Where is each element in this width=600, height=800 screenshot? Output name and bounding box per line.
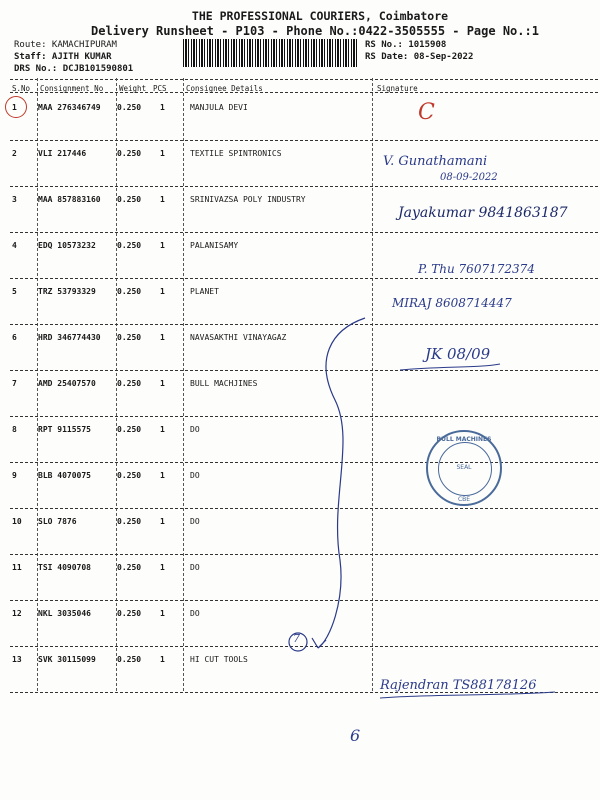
row-pcs: 1 (160, 103, 165, 112)
row-pcs: 1 (160, 471, 165, 480)
row-sno: 11 (12, 563, 22, 572)
row-weight: 0.250 (117, 655, 142, 664)
row-sno: 9 (12, 471, 17, 480)
row-pcs: 1 (160, 379, 165, 388)
stamp-bottom-text: CBE (457, 496, 471, 503)
row-consignee: DO (190, 425, 200, 434)
company-stamp (426, 430, 502, 506)
row-sno: 10 (12, 517, 22, 526)
row-weight: 0.250 (117, 471, 142, 480)
row-consignment: SLO 7876 (38, 517, 77, 526)
row-consignee: MANJULA DEVI (190, 103, 248, 112)
row-sno: 7 (12, 379, 17, 388)
row-weight: 0.250 (117, 287, 142, 296)
row-pcs: 1 (160, 195, 165, 204)
row-sno: 13 (12, 655, 22, 664)
row-pcs: 1 (160, 655, 165, 664)
row-sno: 5 (12, 287, 17, 296)
row-pcs: 1 (160, 149, 165, 158)
row-sno: 2 (12, 149, 17, 158)
row-weight: 0.250 (117, 195, 142, 204)
row-consignee: BULL MACHJINES (190, 379, 258, 388)
header-weight: Weight (119, 84, 147, 93)
route-label: Route: KAMACHIPURAM (14, 40, 117, 50)
row-consignee: NAVASAKTHI VINAYAGAZ (190, 333, 287, 342)
row-pcs: 1 (160, 425, 165, 434)
signature-row-2-date: 08-09-2022 (440, 172, 498, 183)
row-weight: 0.250 (117, 149, 142, 158)
row-weight: 0.250 (117, 103, 142, 112)
row-sno: 1 (12, 103, 17, 112)
rs-number: RS No.: 1015908 (365, 40, 447, 50)
row-consignment: RPT 9115575 (38, 425, 91, 434)
company-title: THE PROFESSIONAL COURIERS, Coimbatore (191, 9, 449, 23)
row-weight: 0.250 (117, 609, 142, 618)
row-weight: 0.250 (117, 517, 142, 526)
staff-label: Staff: AJITH KUMAR (14, 52, 112, 62)
row-pcs: 1 (160, 287, 165, 296)
rs-date: RS Date: 08-Sep-2022 (365, 52, 474, 62)
header-signature: Signature (377, 84, 418, 93)
row-pcs: 1 (160, 241, 165, 250)
row-pcs: 1 (160, 517, 165, 526)
row-weight: 0.250 (117, 333, 142, 342)
row-consignment: TRZ 53793329 (38, 287, 96, 296)
row-consignee: HI CUT TOOLS (190, 655, 248, 664)
page-mark: 6 (350, 726, 361, 745)
row-consignment: SVK 30115099 (38, 655, 96, 664)
row-sno: 3 (12, 195, 17, 204)
grouping-line (318, 318, 365, 648)
header-pcs: PCS (153, 84, 167, 93)
row-pcs: 1 (160, 333, 165, 342)
row-consignment: EDQ 10573232 (38, 241, 96, 250)
row-consignment: MAA 857883160 (38, 195, 101, 204)
row-sno: 6 (12, 333, 17, 342)
row-consignee: SRINIVAZSA POLY INDUSTRY (190, 195, 306, 204)
signature-row-2: V. Gunathamani (383, 154, 488, 169)
header-sno: S.No (12, 84, 31, 93)
signature-row-5: MIRAJ 8608714447 (392, 296, 512, 310)
row-sno: 12 (12, 609, 22, 618)
row-sno: 8 (12, 425, 17, 434)
stamp-top-text: BULL MACHINES (436, 436, 492, 443)
row-consignment: BLB 4070075 (38, 471, 91, 480)
signature-underline-row-6 (400, 364, 500, 370)
row-consignee: PALANISAMY (190, 241, 239, 250)
stamp-middle-text: SEAL (456, 464, 472, 471)
signature-row-4: P. Thu 7607172374 (418, 262, 535, 276)
row-pcs: 1 (160, 609, 165, 618)
drs-number: DRS No.: DCJB101590801 (14, 64, 134, 74)
row-consignee: DO (190, 471, 200, 480)
signature-row-1: C (418, 100, 435, 125)
row-weight: 0.250 (117, 563, 142, 572)
grouped-count-mark: 7 (293, 632, 300, 645)
row-weight: 0.250 (117, 379, 142, 388)
row-weight: 0.250 (117, 425, 142, 434)
row-consignment: TSI 4090708 (38, 563, 91, 572)
row-pcs: 1 (160, 563, 165, 572)
row-consignment: MAA 276346749 (38, 103, 101, 112)
row-consignment: AMD 25407570 (38, 379, 96, 388)
row-consignment: HRD 346774430 (38, 333, 101, 342)
row-consignee: PLANET (190, 287, 219, 296)
header-consignee: Consignee Details (186, 84, 263, 93)
header-consignment: Consignment No (40, 84, 104, 93)
row-consignee: DO (190, 563, 200, 572)
row-consignee: TEXTILE SPINTRONICS (190, 149, 282, 158)
signature-row-13: Rajendran TS88178126 (380, 678, 537, 693)
row-consignment: NKL 3035046 (38, 609, 91, 618)
row-consignee: DO (190, 609, 200, 618)
count-circle (289, 633, 307, 651)
row-consignee: DO (190, 517, 200, 526)
signature-row-3: Jayakumar 9841863187 (398, 205, 568, 221)
underline-stroke (380, 692, 555, 698)
row-weight: 0.250 (117, 241, 142, 250)
signature-row-6: JK 08/09 (425, 345, 491, 363)
row-consignment: VLI 217446 (38, 149, 87, 158)
runsheet-title: Delivery Runsheet - P103 - Phone No.:0422-3505555 - Page No.:1 (91, 24, 539, 38)
row-sno: 4 (12, 241, 17, 250)
